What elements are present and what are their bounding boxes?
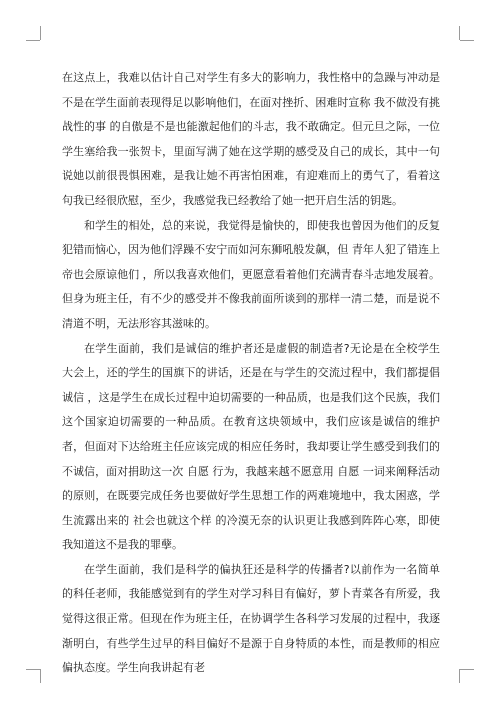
- paragraph: 在这点上，我难以估计自己对学生有多大的影响力，我性格中的急躁与冲动是不是在学生面前表现得足以影响他们，在面对挫折、困难时宣称 我不做没有挑战性的事 的自傲是不是也能激起他们的斗志，我不敢确定。但元旦之际，一位学生塞给我一张贺卡，里面写满了她在这学期的感受及自己的成长，其中一句说她以前很畏惧困难，是我让她不再害怕困难，有迎难而上的勇气了，看着这句我已经很欣慰，至少，我感觉我已经教给了她一把开启生活的钥匙。: [62, 71, 440, 207]
- crop-mark-top-right: [460, 40, 474, 41]
- crop-mark-top-left: [26, 40, 40, 41]
- paragraph: 在学生面前，我们是科学的偏执狂还是科学的传播者?以前作为一名简单的科任老师，我能感觉到有的学生对学习科目有偏好，萝卜青菜各有所爱，我觉得这很正常。但现在作为班主任，在协调学生各科学习发展的过程中，我逐渐明白，有些学生过早的科目偏好不是源于自身特质的本性，而是教师的相应偏执态度。学生向我讲起有老: [62, 562, 440, 675]
- crop-mark-top-right: [459, 26, 460, 40]
- crop-mark-top-left: [40, 26, 41, 40]
- paragraph: 和学生的相处，总的来说，我觉得是愉快的，即使我也曾因为他们的反复犯错而恼心，因为他们浮躁不安宁而如河东狮吼般发飙，但 青年人犯了错连上帝也会原谅他们 ，所以我喜欢他们，更愿意看着他们充满青春斗志地发展着。但身为班主任，有不少的感受并不像我前面所谈到的那样一清二楚，而是说不清道不明，无法形容其滋味的。: [62, 218, 440, 330]
- crop-mark-bottom-right: [460, 669, 474, 670]
- document-body: [62, 66, 440, 681]
- crop-mark-bottom-left: [40, 669, 41, 683]
- crop-mark-bottom-right: [459, 669, 460, 683]
- paragraph: 在学生面前，我们是诚信的维护者还是虚假的制造者?无论是在全校学生大会上，还的学生的国旗下的讲话，还是在与学生的交流过程中，我们都提倡 诚信 ，这是学生在成长过程中迫切需要的一种品质，也是我们这个民族，我们这个国家迫切需要的一种品质。在教育这块领域中，我们应该是诚信的维护者，但面对下达给班主任应该完成的相应任务时，我却要让学生感受到我们的不诚信，面对捐助这一次 自愿 行为，我越来越不愿意用 自愿 一词来阐释活动的原则，在既要完成任务也要做好学生思想工作的两难境地中，我太困惑，学生流露出来的 社会也就这个样 的冷漠无奈的认识更让我感到阵阵心寒，即使我知道这不是我的罪孽。: [62, 341, 440, 552]
- crop-mark-bottom-left: [26, 669, 40, 670]
